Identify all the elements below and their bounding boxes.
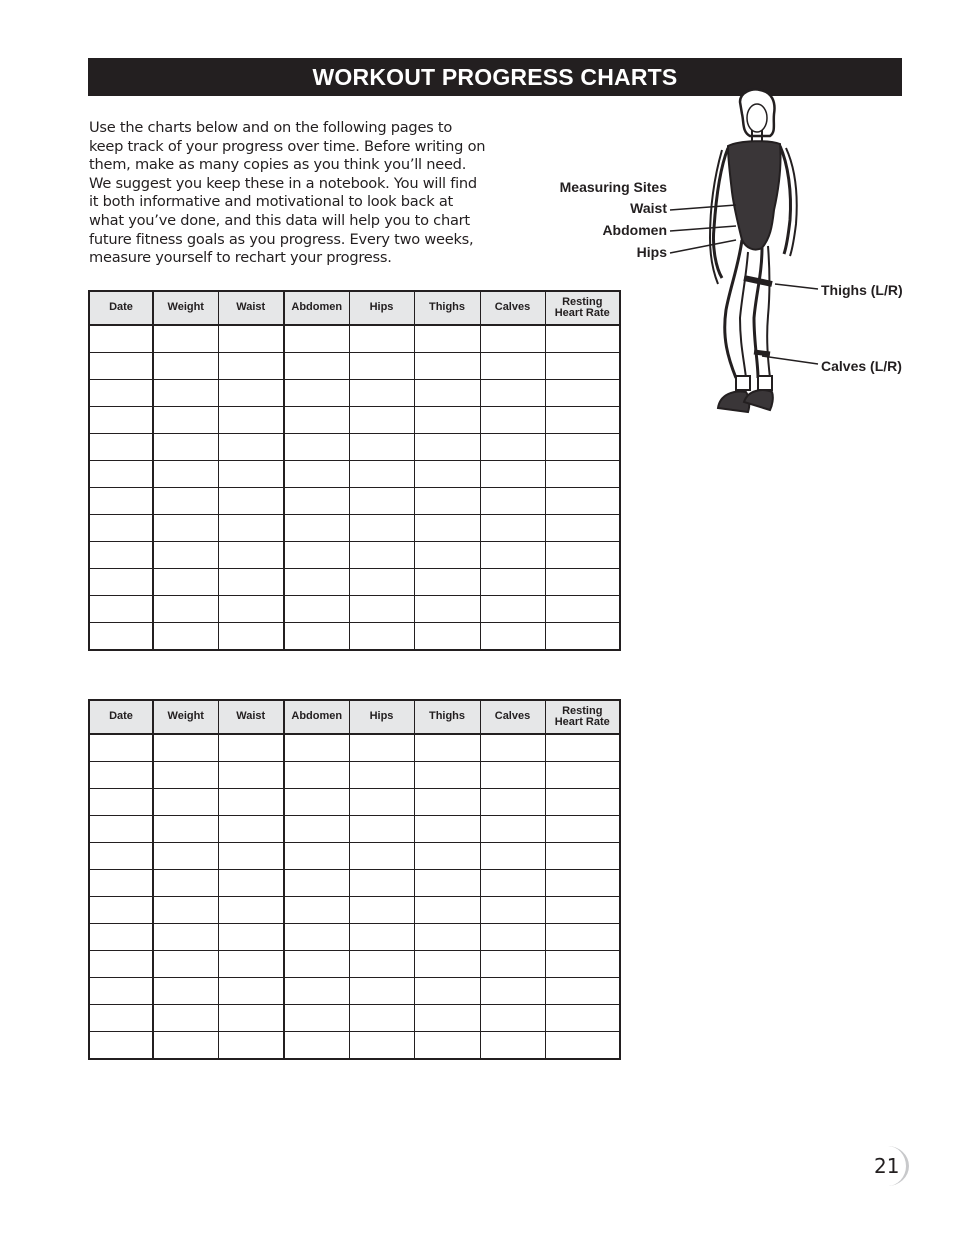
cell-date[interactable] <box>89 407 153 434</box>
cell-resting-heart-rate[interactable] <box>545 434 620 461</box>
cell-abdomen[interactable] <box>284 542 349 569</box>
cell-date[interactable] <box>89 1032 153 1060</box>
table-row <box>89 353 620 380</box>
col-header-date: Date <box>89 291 153 325</box>
cell-thighs[interactable] <box>414 978 480 1005</box>
cell-abdomen[interactable] <box>284 789 349 816</box>
cell-weight[interactable] <box>153 596 218 623</box>
intro-line: measure yourself to rechart your progress. <box>89 249 392 267</box>
cell-resting-heart-rate[interactable] <box>545 762 620 789</box>
table-row <box>89 762 620 789</box>
cell-calves[interactable] <box>480 1032 545 1060</box>
resting-line-1: Resting <box>562 704 603 717</box>
cell-date[interactable] <box>89 951 153 978</box>
col-header-abdomen: Abdomen <box>284 700 349 734</box>
cell-abdomen[interactable] <box>284 762 349 789</box>
cell-calves[interactable] <box>480 325 545 353</box>
cell-resting-heart-rate[interactable] <box>545 789 620 816</box>
cell-thighs[interactable] <box>414 461 480 488</box>
cell-waist[interactable] <box>218 1032 284 1060</box>
cell-weight[interactable] <box>153 978 218 1005</box>
col-header-hips: Hips <box>349 700 414 734</box>
cell-resting-heart-rate[interactable] <box>545 353 620 380</box>
intro-paragraph <box>89 119 519 268</box>
cell-weight[interactable] <box>153 353 218 380</box>
cell-waist[interactable] <box>218 596 284 623</box>
label-abdomen: Abdomen <box>602 222 667 238</box>
table-row <box>89 596 620 623</box>
cell-thighs[interactable] <box>414 1005 480 1032</box>
cell-waist[interactable] <box>218 978 284 1005</box>
cell-resting-heart-rate[interactable] <box>545 924 620 951</box>
cell-hips[interactable] <box>349 843 414 870</box>
cell-thighs[interactable] <box>414 816 480 843</box>
cell-abdomen[interactable] <box>284 353 349 380</box>
cell-weight[interactable] <box>153 488 218 515</box>
cell-hips[interactable] <box>349 515 414 542</box>
col-header-hips: Hips <box>349 291 414 325</box>
page-number <box>866 1146 910 1190</box>
cell-date[interactable] <box>89 596 153 623</box>
cell-calves[interactable] <box>480 924 545 951</box>
progress-chart-1 <box>88 290 621 651</box>
cell-waist[interactable] <box>218 897 284 924</box>
cell-date[interactable] <box>89 488 153 515</box>
intro-line: future fitness goals as you progress. Every two weeks, <box>89 230 474 248</box>
cell-calves[interactable] <box>480 380 545 407</box>
table-row <box>89 1032 620 1060</box>
cell-calves[interactable] <box>480 870 545 897</box>
cell-abdomen[interactable] <box>284 434 349 461</box>
measuring-sites-heading: Measuring Sites <box>559 179 667 195</box>
table-row <box>89 515 620 542</box>
cell-weight[interactable] <box>153 623 218 651</box>
cell-hips[interactable] <box>349 816 414 843</box>
cell-waist[interactable] <box>218 789 284 816</box>
cell-resting-heart-rate[interactable] <box>545 623 620 651</box>
cell-weight[interactable] <box>153 762 218 789</box>
cell-date[interactable] <box>89 1005 153 1032</box>
cell-weight[interactable] <box>153 461 218 488</box>
table-row <box>89 951 620 978</box>
table-row <box>89 870 620 897</box>
cell-resting-heart-rate[interactable] <box>545 542 620 569</box>
cell-abdomen[interactable] <box>284 461 349 488</box>
cell-waist[interactable] <box>218 569 284 596</box>
col-header-thighs: Thighs <box>414 291 480 325</box>
cell-resting-heart-rate[interactable] <box>545 978 620 1005</box>
cell-abdomen[interactable] <box>284 1032 349 1060</box>
resting-line-1: Resting <box>562 295 603 308</box>
cell-calves[interactable] <box>480 596 545 623</box>
label-hips: Hips <box>636 244 667 260</box>
cell-resting-heart-rate[interactable] <box>545 897 620 924</box>
cell-hips[interactable] <box>349 596 414 623</box>
cell-abdomen[interactable] <box>284 978 349 1005</box>
cell-calves[interactable] <box>480 488 545 515</box>
cell-weight[interactable] <box>153 1005 218 1032</box>
cell-thighs[interactable] <box>414 434 480 461</box>
cell-weight[interactable] <box>153 870 218 897</box>
table-row <box>89 434 620 461</box>
cell-waist[interactable] <box>218 325 284 353</box>
cell-hips[interactable] <box>349 488 414 515</box>
cell-weight[interactable] <box>153 816 218 843</box>
intro-line: keep track of your progress over time. Before writing on <box>89 137 486 155</box>
cell-weight[interactable] <box>153 434 218 461</box>
cell-resting-heart-rate[interactable] <box>545 461 620 488</box>
cell-weight[interactable] <box>153 951 218 978</box>
cell-date[interactable] <box>89 734 153 762</box>
table-row <box>89 623 620 651</box>
cell-thighs[interactable] <box>414 789 480 816</box>
cell-hips[interactable] <box>349 734 414 762</box>
cell-abdomen[interactable] <box>284 816 349 843</box>
cell-resting-heart-rate[interactable] <box>545 1005 620 1032</box>
col-header-resting-heart-rate <box>545 700 620 734</box>
cell-abdomen[interactable] <box>284 515 349 542</box>
cell-thighs[interactable] <box>414 596 480 623</box>
table-row <box>89 843 620 870</box>
cell-abdomen[interactable] <box>284 897 349 924</box>
table-row <box>89 978 620 1005</box>
cell-abdomen[interactable] <box>284 623 349 651</box>
cell-thighs[interactable] <box>414 897 480 924</box>
cell-calves[interactable] <box>480 762 545 789</box>
cell-date[interactable] <box>89 762 153 789</box>
cell-thighs[interactable] <box>414 380 480 407</box>
cell-calves[interactable] <box>480 789 545 816</box>
table-row <box>89 734 620 762</box>
cell-calves[interactable] <box>480 623 545 651</box>
cell-weight[interactable] <box>153 542 218 569</box>
cell-waist[interactable] <box>218 380 284 407</box>
label-waist: Waist <box>630 200 667 216</box>
cell-hips[interactable] <box>349 325 414 353</box>
intro-line: it both informative and motivational to look back at <box>89 193 453 211</box>
cell-calves[interactable] <box>480 569 545 596</box>
cell-thighs[interactable] <box>414 623 480 651</box>
cell-calves[interactable] <box>480 434 545 461</box>
cell-weight[interactable] <box>153 380 218 407</box>
cell-hips[interactable] <box>349 1032 414 1060</box>
cell-resting-heart-rate[interactable] <box>545 951 620 978</box>
cell-date[interactable] <box>89 789 153 816</box>
cell-calves[interactable] <box>480 1005 545 1032</box>
cell-thighs[interactable] <box>414 734 480 762</box>
cell-date[interactable] <box>89 353 153 380</box>
cell-weight[interactable] <box>153 734 218 762</box>
cell-waist[interactable] <box>218 1005 284 1032</box>
label-thighs: Thighs (L/R) <box>821 282 903 298</box>
cell-hips[interactable] <box>349 1005 414 1032</box>
cell-waist[interactable] <box>218 488 284 515</box>
cell-waist[interactable] <box>218 542 284 569</box>
cell-abdomen[interactable] <box>284 734 349 762</box>
cell-hips[interactable] <box>349 461 414 488</box>
cell-calves[interactable] <box>480 951 545 978</box>
cell-resting-heart-rate[interactable] <box>545 870 620 897</box>
cell-weight[interactable] <box>153 569 218 596</box>
cell-date[interactable] <box>89 924 153 951</box>
cell-calves[interactable] <box>480 897 545 924</box>
cell-calves[interactable] <box>480 407 545 434</box>
cell-waist[interactable] <box>218 623 284 651</box>
cell-resting-heart-rate[interactable] <box>545 1032 620 1060</box>
cell-hips[interactable] <box>349 762 414 789</box>
cell-thighs[interactable] <box>414 951 480 978</box>
cell-waist[interactable] <box>218 762 284 789</box>
cell-weight[interactable] <box>153 924 218 951</box>
cell-weight[interactable] <box>153 843 218 870</box>
cell-weight[interactable] <box>153 1032 218 1060</box>
cell-resting-heart-rate[interactable] <box>545 325 620 353</box>
cell-weight[interactable] <box>153 515 218 542</box>
cell-date[interactable] <box>89 978 153 1005</box>
resting-line-2: Heart Rate <box>554 307 610 319</box>
cell-calves[interactable] <box>480 515 545 542</box>
cell-date[interactable] <box>89 325 153 353</box>
cell-waist[interactable] <box>218 816 284 843</box>
cell-thighs[interactable] <box>414 569 480 596</box>
cell-resting-heart-rate[interactable] <box>545 515 620 542</box>
table-row <box>89 488 620 515</box>
cell-abdomen[interactable] <box>284 870 349 897</box>
cell-thighs[interactable] <box>414 353 480 380</box>
cell-thighs[interactable] <box>414 843 480 870</box>
cell-weight[interactable] <box>153 325 218 353</box>
cell-thighs[interactable] <box>414 924 480 951</box>
cell-hips[interactable] <box>349 569 414 596</box>
cell-weight[interactable] <box>153 897 218 924</box>
cell-date[interactable] <box>89 515 153 542</box>
cell-hips[interactable] <box>349 407 414 434</box>
cell-hips[interactable] <box>349 542 414 569</box>
cell-date[interactable] <box>89 623 153 651</box>
cell-abdomen[interactable] <box>284 325 349 353</box>
cell-date[interactable] <box>89 434 153 461</box>
col-header-waist: Waist <box>218 700 284 734</box>
col-header-weight: Weight <box>153 700 218 734</box>
cell-date[interactable] <box>89 569 153 596</box>
table-row <box>89 569 620 596</box>
col-header-waist: Waist <box>218 291 284 325</box>
cell-date[interactable] <box>89 870 153 897</box>
table-row <box>89 789 620 816</box>
table-row <box>89 924 620 951</box>
cell-resting-heart-rate[interactable] <box>545 407 620 434</box>
cell-date[interactable] <box>89 542 153 569</box>
cell-date[interactable] <box>89 843 153 870</box>
cell-thighs[interactable] <box>414 407 480 434</box>
table-header-row <box>89 291 620 325</box>
cell-abdomen[interactable] <box>284 843 349 870</box>
cell-calves[interactable] <box>480 816 545 843</box>
cell-resting-heart-rate[interactable] <box>545 734 620 762</box>
cell-waist[interactable] <box>218 353 284 380</box>
cell-calves[interactable] <box>480 461 545 488</box>
cell-hips[interactable] <box>349 870 414 897</box>
cell-date[interactable] <box>89 816 153 843</box>
cell-calves[interactable] <box>480 978 545 1005</box>
col-header-date: Date <box>89 700 153 734</box>
cell-hips[interactable] <box>349 951 414 978</box>
col-header-calves: Calves <box>480 700 545 734</box>
page-number-text: 21 <box>874 1154 900 1178</box>
cell-waist[interactable] <box>218 951 284 978</box>
intro-line: Use the charts below and on the following pages to <box>89 119 453 136</box>
intro-line: We suggest you keep these in a notebook. You will find <box>89 174 477 192</box>
col-header-thighs: Thighs <box>414 700 480 734</box>
cell-thighs[interactable] <box>414 762 480 789</box>
cell-hips[interactable] <box>349 897 414 924</box>
cell-hips[interactable] <box>349 434 414 461</box>
cell-waist[interactable] <box>218 734 284 762</box>
intro-line: what you’ve done, and this data will help you to chart <box>89 211 470 229</box>
cell-abdomen[interactable] <box>284 951 349 978</box>
table-row <box>89 897 620 924</box>
cell-resting-heart-rate[interactable] <box>545 380 620 407</box>
cell-date[interactable] <box>89 897 153 924</box>
cell-resting-heart-rate[interactable] <box>545 816 620 843</box>
table-header-row <box>89 700 620 734</box>
cell-hips[interactable] <box>349 380 414 407</box>
cell-abdomen[interactable] <box>284 488 349 515</box>
cell-thighs[interactable] <box>414 325 480 353</box>
cell-resting-heart-rate[interactable] <box>545 843 620 870</box>
col-header-weight: Weight <box>153 291 218 325</box>
cell-calves[interactable] <box>480 843 545 870</box>
cell-abdomen[interactable] <box>284 924 349 951</box>
cell-resting-heart-rate[interactable] <box>545 596 620 623</box>
resting-line-2: Heart Rate <box>554 716 610 728</box>
table-row <box>89 380 620 407</box>
cell-abdomen[interactable] <box>284 380 349 407</box>
cell-date[interactable] <box>89 461 153 488</box>
table-row <box>89 407 620 434</box>
cell-hips[interactable] <box>349 623 414 651</box>
cell-thighs[interactable] <box>414 870 480 897</box>
cell-weight[interactable] <box>153 789 218 816</box>
table-row <box>89 816 620 843</box>
cell-thighs[interactable] <box>414 1032 480 1060</box>
cell-waist[interactable] <box>218 515 284 542</box>
cell-abdomen[interactable] <box>284 1005 349 1032</box>
label-calves: Calves (L/R) <box>821 358 902 374</box>
cell-thighs[interactable] <box>414 515 480 542</box>
cell-calves[interactable] <box>480 734 545 762</box>
cell-calves[interactable] <box>480 542 545 569</box>
cell-waist[interactable] <box>218 924 284 951</box>
col-header-calves: Calves <box>480 291 545 325</box>
cell-thighs[interactable] <box>414 542 480 569</box>
cell-abdomen[interactable] <box>284 407 349 434</box>
cell-calves[interactable] <box>480 353 545 380</box>
cell-waist[interactable] <box>218 870 284 897</box>
progress-chart-2 <box>88 699 621 1060</box>
measuring-figure-illustration <box>700 88 820 423</box>
cell-date[interactable] <box>89 380 153 407</box>
cell-waist[interactable] <box>218 434 284 461</box>
cell-waist[interactable] <box>218 461 284 488</box>
cell-abdomen[interactable] <box>284 596 349 623</box>
table-row <box>89 1005 620 1032</box>
cell-waist[interactable] <box>218 843 284 870</box>
table-row <box>89 542 620 569</box>
cell-abdomen[interactable] <box>284 569 349 596</box>
cell-weight[interactable] <box>153 407 218 434</box>
cell-resting-heart-rate[interactable] <box>545 569 620 596</box>
page-title: WORKOUT PROGRESS CHARTS <box>88 58 902 96</box>
cell-hips[interactable] <box>349 353 414 380</box>
table-row <box>89 461 620 488</box>
col-header-resting-heart-rate <box>545 291 620 325</box>
cell-hips[interactable] <box>349 789 414 816</box>
table-row <box>89 325 620 353</box>
cell-resting-heart-rate[interactable] <box>545 488 620 515</box>
intro-line: them, make as many copies as you think you’ll need. <box>89 156 467 174</box>
cell-hips[interactable] <box>349 924 414 951</box>
cell-thighs[interactable] <box>414 488 480 515</box>
cell-waist[interactable] <box>218 407 284 434</box>
cell-hips[interactable] <box>349 978 414 1005</box>
col-header-abdomen: Abdomen <box>284 291 349 325</box>
